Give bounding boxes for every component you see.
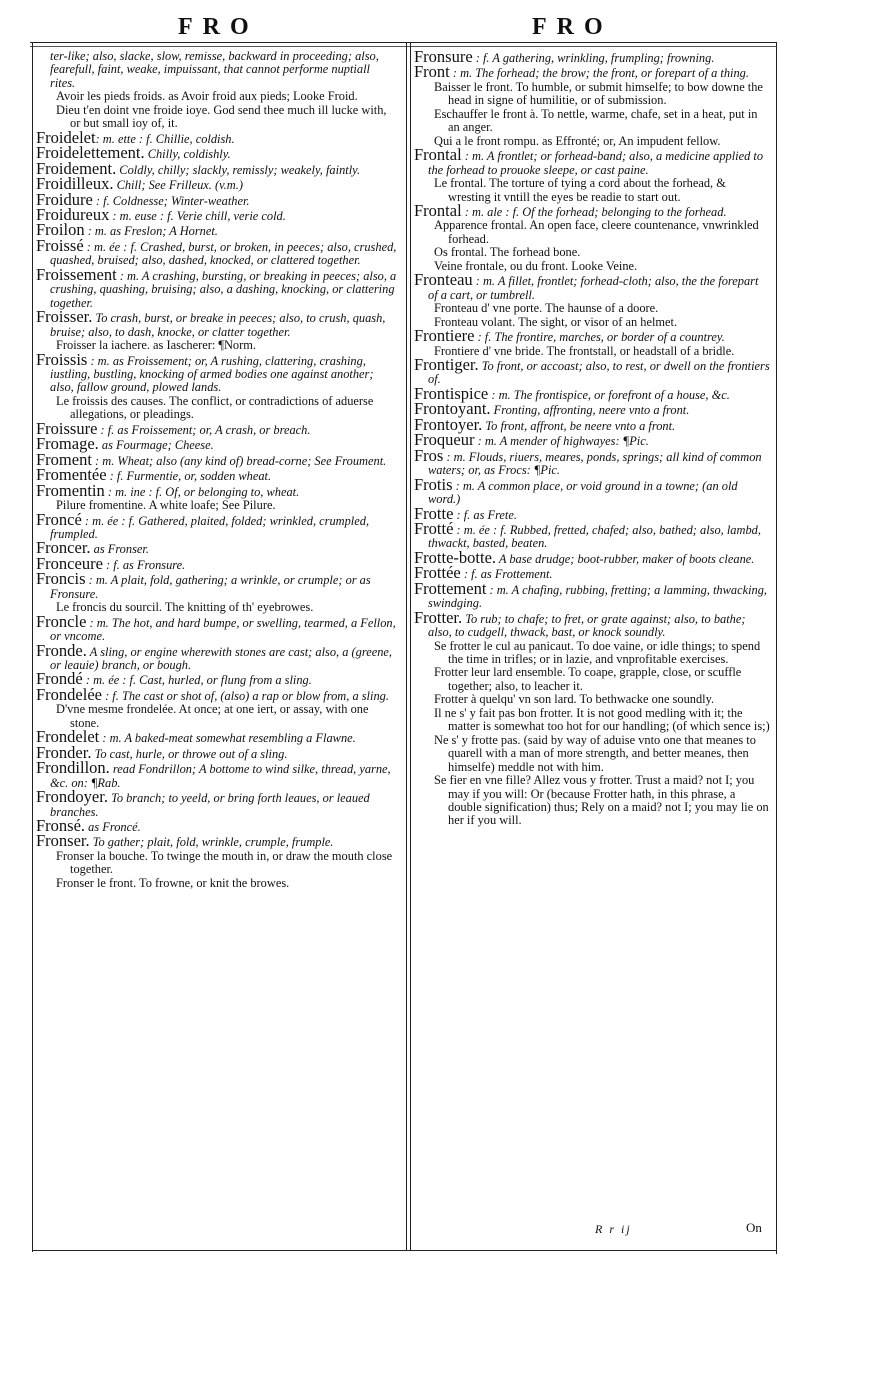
definition: : f. The frontire, marches, or border of a countrey.: [474, 330, 725, 345]
definition: : f. as Frottement.: [460, 567, 553, 582]
definition: To gather; plait, fold, wrinkle, crumple, frumple.: [89, 835, 334, 850]
definition: read Fondrillon; A bottome to wind silke, thread, yarne, &c. on: ¶Rab.: [50, 762, 391, 790]
headword: Froment: [36, 449, 92, 469]
definition: : m. A mender of highwayes: ¶Pic.: [474, 434, 649, 449]
headword: Froissement: [36, 264, 117, 284]
headword: Fronder.: [36, 742, 92, 762]
dictionary-entry: [36, 640, 398, 673]
headword: Frotté: [414, 518, 454, 538]
definition: To front, affront, be neere vnto a front.: [482, 418, 676, 433]
dictionary-entry: [414, 62, 770, 82]
headword: Frontal: [414, 145, 462, 165]
headword: Fronser.: [36, 831, 90, 851]
headword: Fromentée: [36, 465, 107, 485]
dictionary-entry: [36, 816, 398, 836]
definition: : f. A gathering, wrinkling, frumpling; frowning.: [472, 51, 715, 65]
headword: Froncis: [36, 569, 86, 589]
left-border: [32, 42, 33, 1252]
definition: : m. A frontlet; or forhead-band; also, a medicine applied to the forhead to prouoke sleepe, or cast paine.: [428, 149, 764, 177]
bottom-rule: [32, 1250, 776, 1251]
headword: Froidelet: [36, 127, 96, 147]
dictionary-entry: [414, 503, 770, 523]
sub-entry: Fronteau volant. The sight, or visor of an helmet.: [434, 314, 678, 329]
sub-entry: Dieu t'en doint vne froide ioye. God send thee much ill lucke with, or but small ioy of, it.: [56, 102, 387, 131]
sub-entry: Le frontal. The torture of tying a cord about the forhead, & wresting it vntill the eyes be readie to start out.: [434, 176, 726, 204]
dictionary-entry: [36, 787, 398, 819]
dictionary-entry: [36, 480, 398, 500]
sub-entry: Il ne s' y fait pas bon frotter. It is not good medling with it; the matter is somewhat too hot for our handling; (of which sence is;): [434, 705, 770, 734]
sub-entry: Se fier en vne fille? Allez vous y frotter. Trust a maid? not I; you may if you will: Or (because Frotter hath, in this phrase, a double signification) thus; Rely on a maid? not I; you may lie on her if you will.: [434, 773, 769, 828]
headword: Froissé: [36, 235, 84, 255]
sub-entry: Frotter à quelqu' vn son lard. To bethwacke one soundly.: [434, 692, 715, 707]
definition: : m. A baked-meat somewhat resembling a Flawne.: [99, 731, 356, 746]
sub-entry: Os frontal. The forhead bone.: [434, 245, 581, 260]
headword: Fronde.: [36, 640, 87, 660]
headword: Froidure: [36, 189, 93, 209]
definition: Chill; See Frilleux. (v.m.): [113, 178, 243, 193]
dictionary-entry: [414, 47, 770, 66]
dictionary-entry: [36, 220, 398, 240]
headword: Froissure: [36, 418, 98, 438]
dictionary-entry: [36, 553, 398, 573]
running-head-left: FRO: [178, 14, 259, 40]
definition: To cast, hurle, or throwe out of a sling.: [91, 746, 288, 761]
headword: Froqueur: [414, 430, 475, 450]
dictionary-entry: [414, 430, 770, 450]
sub-entry: Fronteau d' vne porte. The haunse of a doore.: [434, 301, 659, 316]
sub-entry: Qui a le front rompu. as Effronté; or, An impudent fellow.: [434, 133, 721, 148]
definition: : m. ette : f. Chillie, coldish.: [95, 131, 235, 146]
dictionary-entry: [36, 307, 398, 339]
headword: Frontal: [414, 200, 462, 220]
headword: Frontiere: [414, 326, 475, 346]
definition: as Fronser.: [90, 542, 149, 557]
dictionary-entry: [36, 204, 398, 224]
sub-entry: Baisser le front. To humble, or submit himselfe; to bow downe the head in signe of humilitie, or of submission.: [434, 79, 763, 108]
definition: A base drudge; boot-rubber, maker of boots cleane.: [496, 551, 755, 566]
column-divider: [406, 42, 407, 1250]
dictionary-entry: [36, 349, 398, 395]
sub-entry: Frontiere d' vne bride. The frontstall, or headstall of a bridle.: [434, 343, 735, 358]
sub-entry: Avoir les pieds froids. as Avoir froid aux pieds; Looke Froid.: [56, 89, 358, 104]
definition: : m. A crashing, bursting, or breaking in peeces; also, a crushing, quashing, bruising; also, a dashing, knocking, or clattering together.: [50, 268, 397, 310]
headword: Froncé: [36, 509, 82, 529]
headword: Froisser.: [36, 307, 93, 327]
definition: : m. A common place, or void ground in a towne; (an old word.): [428, 478, 738, 507]
definition: : f. Coldnesse; Winter-weather.: [92, 193, 250, 208]
sub-entry: Ne s' y frotte pas. (said by way of aduise vnto one that meanes to quarell with a man of more strength, and better meanes, then himselfe) meddle not with him.: [434, 732, 756, 774]
dictionary-entry: [36, 569, 398, 601]
top-rule-inner: [30, 46, 776, 47]
definition: : f. as Frete.: [453, 507, 517, 522]
sub-entry: Fronser la bouche. To twinge the mouth in, or draw the mouth close together.: [56, 848, 393, 877]
definition: : m. ée : f. Gathered, plaited, folded; wrinkled, crumpled, frumpled.: [50, 513, 370, 541]
definition: : m. ée : f. Rubbed, fretted, chafed; also, bathed; also, lambd, thwackt, basted, beaten.: [428, 522, 761, 551]
definition: Fronting, affronting, neere vnto a front.: [490, 403, 690, 418]
dictionary-entry: [414, 518, 770, 551]
headword: Fronsé.: [36, 816, 86, 836]
definition: : m. ée : f. Cast, hurled, or flung from a sling.: [82, 673, 312, 688]
sub-entry: Le froncis du sourcil. The knitting of th' eyebrowes.: [56, 600, 314, 615]
headword: Froilon: [36, 220, 85, 240]
headword: Frottée: [414, 563, 461, 583]
definition: : m. The forhead; the brow; the front, or forepart of a thing.: [449, 66, 749, 81]
dictionary-entry: [414, 445, 770, 478]
definition: A sling, or engine wherewith stones are cast; also, a (greene, or leauie) branch, or bough.: [50, 644, 393, 673]
headword: Frotte: [414, 503, 454, 523]
dictionary-entry: [36, 831, 398, 851]
headword: Frondoyer.: [36, 787, 108, 807]
dictionary-entry: [36, 264, 398, 310]
definition: : m. ine : f. Of, or belonging to, wheat.: [104, 484, 300, 499]
definition: To rub; to chafe; to fret, or grate against; also, to bathe; also, to cudgell, thwack, bast, or knock soundly.: [428, 611, 746, 640]
definition: : m. euse : f. Verie chill, verie cold.: [109, 208, 286, 223]
sub-entry: Veine frontale, ou du front. Looke Veine.: [434, 258, 638, 273]
headword: Frotte-botte.: [414, 547, 497, 567]
continued-entry: ter-like; also, slacke, slow, remisse, backward in proceeding; also, fearefull, faint, weake, impuissant, that cannot performe nuptiall rites.: [50, 49, 379, 90]
headword: Frondillon.: [36, 758, 110, 778]
headword: Froissis: [36, 349, 88, 369]
definition: To crash, burst, or breake in peeces; also, to crush, quash, bruise; also, to dash, knocke, or clatter together.: [50, 311, 386, 339]
sub-entry: Froisser la iachere. as Iascherer: ¶Norm.: [56, 338, 256, 353]
headword: Fromage.: [36, 434, 99, 454]
definition: To front, or accoast; also, to rest, or dwell on the frontiers of.: [428, 358, 770, 387]
definition: : f. as Froissement; or, A crash, or breach.: [97, 422, 311, 437]
definition: Coldly, chilly; slackly, remissly; weakely, faintly.: [116, 162, 361, 177]
headword: Frondelet: [36, 727, 100, 747]
dictionary-entry: [414, 200, 770, 220]
sub-entry: Se frotter le cul au panicaut. To doe vaine, or idle things; to spend the time in trifles; or in lazie, and vnprofitable exercises.: [434, 638, 761, 667]
definition: : f. Furmentie, or, sodden wheat.: [106, 469, 272, 484]
headword: Frontoyer.: [414, 414, 483, 434]
dictionary-entry: [36, 235, 398, 268]
definition: as Froncé.: [85, 820, 141, 835]
dictionary-entry: [36, 684, 398, 704]
sub-entry: Apparence frontal. An open face, cleere countenance, vnwrinkled forhead.: [434, 218, 759, 246]
definition: : f. The cast or shot of, (also) a rap or blow from, a sling.: [101, 688, 389, 703]
definition: as Fourmage; Cheese.: [98, 438, 214, 453]
sub-entry: Frotter leur lard ensemble. To coape, grapple, close, or scuffle together; also, to leacher it.: [434, 665, 742, 693]
definition: : m. Wheat; also (any kind of) bread-corne; See Froument.: [91, 453, 387, 468]
definition: : m. A chafing, rubbing, fretting; a lamming, thwacking, swindging.: [428, 582, 768, 611]
definition: Chilly, coldishly.: [144, 147, 231, 162]
dictionary-entry: [36, 758, 398, 790]
dictionary-entry: [36, 611, 398, 644]
headword: Frontispice: [414, 383, 489, 403]
definition: : m. A plait, fold, gathering; a wrinkle, or crumple; or as Fronsure.: [50, 573, 371, 601]
headword: Frontoyant.: [414, 399, 491, 419]
headword: Froidilleux.: [36, 174, 114, 194]
dictionary-entry: [414, 270, 770, 302]
headword: Frottement: [414, 578, 487, 598]
definition: : m. The frontispice, or forefront of a house, &c.: [488, 387, 730, 402]
headword: Fronceure: [36, 553, 103, 573]
top-rule: [30, 42, 776, 43]
signature-mark: R r ij: [595, 1222, 632, 1236]
headword: Froncle: [36, 611, 87, 631]
dictionary-entry: [414, 474, 770, 507]
headword: Fronsure: [414, 47, 473, 66]
definition: To branch; to yeeld, or bring forth leaues, or leaued branches.: [50, 791, 370, 819]
headword: Frondé: [36, 669, 83, 689]
definition: : f. as Fronsure.: [102, 557, 186, 572]
definition: : m. Flouds, riuers, meares, ponds, springs; all kind of common waters; or, as Frocs: ¶Pic.: [428, 449, 762, 478]
sub-entry: Le froissis des causes. The conflict, or contradictions of aduerse allegations, or pleadings.: [56, 393, 374, 422]
headword: Frontiger.: [414, 354, 479, 374]
headword: Froncer.: [36, 538, 91, 558]
definition: : m. as Freslon; A Hornet.: [84, 224, 218, 239]
catchword: On: [746, 1220, 762, 1235]
running-head-right: FRO: [532, 14, 613, 40]
headword: Froidureux: [36, 204, 110, 224]
dictionary-entry: [36, 509, 398, 542]
headword: Frondelée: [36, 684, 102, 704]
headword: Frotter.: [414, 607, 463, 627]
definition: : m. The hot, and hard bumpe, or swelling, tearmed, a Fellon, or vncome.: [50, 615, 396, 644]
headword: Fronteau: [414, 270, 473, 290]
headword: Fros: [414, 445, 444, 465]
right-border: [776, 42, 777, 1254]
headword: Fromentin: [36, 480, 105, 500]
dictionary-entry: [414, 145, 770, 177]
dictionary-entry: [414, 326, 770, 346]
headword: Front: [414, 62, 450, 82]
definition: : m. as Froissement; or, A rushing, clattering, crashing, iustling, bustling, knocking of armed bodies one against another; also, fallow ground, plowed lands.: [50, 353, 374, 395]
dictionary-entry: [414, 607, 770, 640]
sub-entry: Eschauffer le front à. To nettle, warme, chafe, set in a heat, put in an anger.: [434, 106, 758, 135]
dictionary-entry: [414, 547, 770, 567]
headword: Froidement.: [36, 158, 117, 178]
dictionary-entry: [414, 578, 770, 611]
headword: Froidelettement.: [36, 143, 145, 163]
sub-entry: D'vne mesme frondelée. At once; at one iert, or assay, with one stone.: [56, 702, 369, 730]
sub-entry: Pilure fromentine. A white loafe; See Pilure.: [56, 498, 276, 513]
left-column: [36, 50, 398, 890]
sub-entry: Fronser le front. To frowne, or knit the browes.: [56, 875, 290, 890]
right-column: [414, 47, 770, 828]
definition: : m. ée : f. Crashed, burst, or broken, in peeces; also, crushed, quashed, bruised; also, dashed, knocked, or clattered together.: [50, 239, 397, 268]
dictionary-entry: [414, 354, 770, 387]
column-divider-inner: [410, 42, 411, 1250]
definition: : m. ale : f. Of the forhead; belonging to the forhead.: [461, 204, 727, 219]
definition: : m. A fillet, frontlet; forhead-cloth; also, the the forepart of a cart, or tumbrell.: [428, 274, 759, 302]
headword: Frotis: [414, 474, 453, 494]
